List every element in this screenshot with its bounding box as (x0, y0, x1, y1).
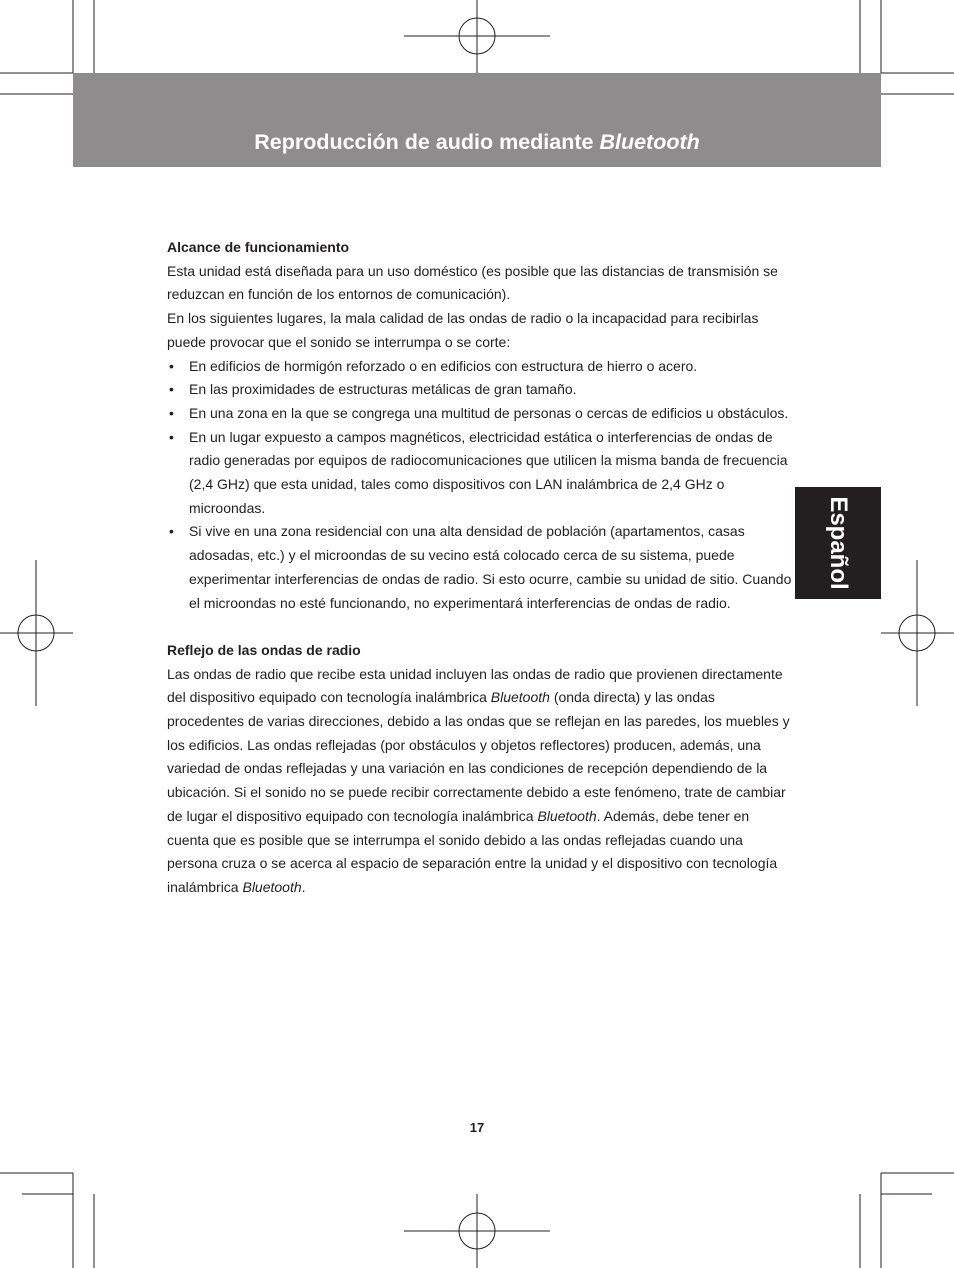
paragraph-text: . (301, 878, 306, 895)
list-item-text: En una zona en la que se congrega una multitud de personas o cercas de edificios u obstáculos. (189, 404, 789, 421)
language-tab-label: Español (825, 496, 852, 590)
paragraph: Esta unidad está diseñada para un uso doméstico (es posible que las distancias de transmisión se reduzcan en función de los entornos de comunicación). (167, 262, 778, 303)
section-heading-range: Alcance de funcionamiento (167, 239, 350, 255)
bullet-icon: • (169, 428, 174, 445)
bullet-icon: • (169, 381, 174, 398)
paragraph-reflection (167, 663, 792, 900)
paragraph-text: . Además, debe tener en cuenta que es posible que se interrumpa el sonido debido a las ondas reflejadas cuando una persona cruza o se acerca al espacio de separación entre la unidad y el dispositivo con tecnología inalámbrica (167, 807, 778, 895)
list-item (167, 378, 792, 402)
list-item-text: En edificios de hormigón reforzado o en edificios con estructura de hierro o acero. (189, 357, 698, 374)
list-item (167, 520, 792, 615)
paragraph: En los siguientes lugares, la mala calidad de las ondas de radio o la incapacidad para recibirlas puede provocar que el sonido se interrumpa o se corte: (167, 310, 759, 350)
page-number: 17 (469, 1120, 485, 1135)
paragraph-text: (onda directa) y las ondas procedentes de varias direcciones, debido a las ondas que se reflejan en las paredes, los muebles y los edificios. Las ondas reflejadas (por obstáculos y objetos reflectores) producen, además, una variedad de ondas reflejadas y una variación en las condiciones de recepción dependiendo de la ubicación. Si el sonido no se puede recibir correctamente debido a este fenómeno, trate de cambiar de lugar el dispositivo equipado con tecnología inalámbrica (167, 689, 790, 824)
section-spacer (167, 615, 792, 639)
section-heading-reflection: Reflejo de las ondas de radio (167, 641, 361, 658)
list-item-text: En un lugar expuesto a campos magnéticos, electricidad estática o interferencias de ondas de radio generadas por equipos de radiocomunicaciones que utilicen la misma banda de frecuencia (2,4 GHz) que esta unidad, tales como dispositivos con LAN inalámbrica de 2,4 GHz o microondas. (189, 428, 788, 516)
bullet-list (167, 355, 792, 616)
page-title-italic: Bluetooth (599, 130, 700, 154)
bullet-icon: • (169, 404, 174, 421)
page-title (73, 128, 881, 156)
list-item-text: En las proximidades de estructuras metálicas de gran tamaño. (189, 381, 577, 398)
body-content (167, 236, 792, 900)
bluetooth-term: Bluetooth (242, 878, 302, 895)
bullet-icon: • (169, 523, 174, 540)
bluetooth-term: Bluetooth (537, 807, 597, 824)
list-item (167, 355, 792, 379)
paragraph-text: Las ondas de radio que recibe esta unidad incluyen las ondas de radio que provienen directamente del dispositivo equipado con tecnología inalámbrica (167, 665, 783, 706)
list-item-text: Si vive en una zona residencial con una alta densidad de población (apartamentos, casas adosadas, etc.) y el microondas de su vecino está colocado cerca de su sistema, puede experimentar interferencias de ondas de radio. Si esto ocurre, cambie su unidad de sitio. Cuando el microondas no esté funcionando, no experimentará interferencias de ondas de radio. (189, 523, 792, 611)
page-title-text: Reproducción de audio mediante (254, 130, 600, 154)
list-item (167, 426, 792, 521)
list-item (167, 402, 792, 426)
bullet-icon: • (169, 357, 174, 374)
bluetooth-term: Bluetooth (490, 689, 550, 706)
